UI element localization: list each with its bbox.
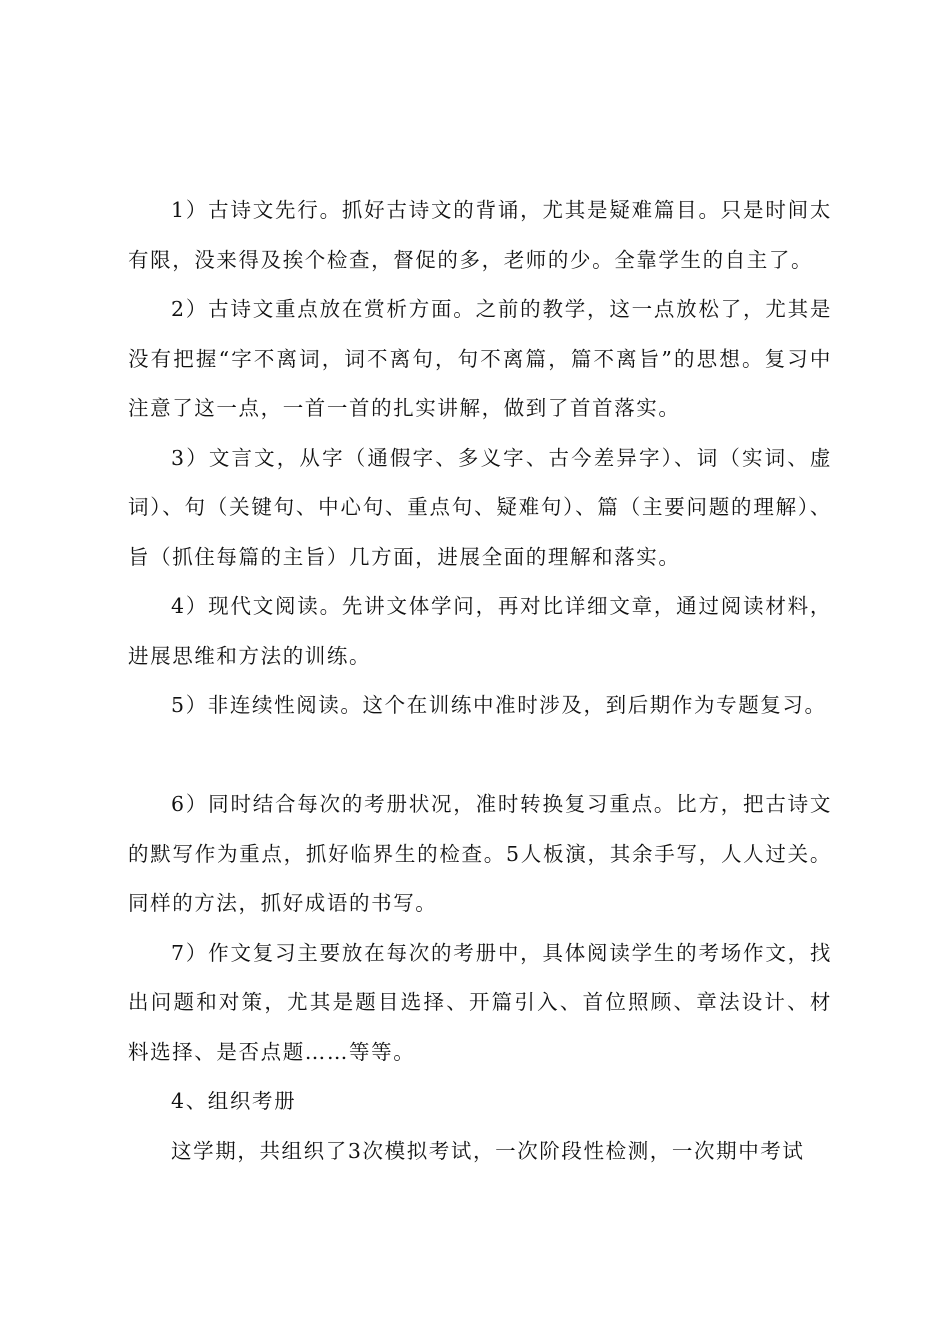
- paragraph-6: 6）同时结合每次的考册状况，准时转换复习重点。比方，把古诗文的默写作为重点，抓好临界生的检查。5人板演，其余手写，人人过关。同样的方法，抓好成语的书写。: [128, 792, 832, 915]
- paragraph-8: 这学期，共组织了3次模拟考试，一次阶段性检测，一次期中考试: [171, 1138, 805, 1163]
- paragraph-7: 7）作文复习主要放在每次的考册中，具体阅读学生的考场作文，找出问题和对策，尤其是题目选择、开篇引入、首位照顾、章法设计、材料选择、是否点题……等等。: [128, 940, 832, 1064]
- document-body: [128, 186, 832, 1176]
- paragraph-1: 1）古诗文先行。抓好古诗文的背诵，尤其是疑难篇目。只是时间太有限，没来得及挨个检查，督促的多，老师的少。全靠学生的自主了。: [128, 198, 832, 272]
- paragraph-2: 2）古诗文重点放在赏析方面。之前的教学，这一点放松了，尤其是没有把握“字不离词，词不离句，句不离篇，篇不离旨”的思想。复习中注意了这一点，一首一首的扎实讲解，做到了首首落实。: [128, 297, 832, 420]
- blank-line: [128, 731, 832, 781]
- paragraph-4: 4）现代文阅读。先讲文体学问，再对比详细文章，通过阅读材料，进展思维和方法的训练。: [128, 594, 832, 668]
- paragraph-3: 3）文言文，从字（通假字、多义字、古今差异字）、词（实词、虚词）、句（关键句、中心句、重点句、疑难句）、篇（主要问题的理解）、旨（抓住每篇的主旨）几方面，进展全面的理解和落实。: [128, 445, 832, 569]
- paragraph-5: 5）非连续性阅读。这个在训练中准时涉及，到后期作为专题复习。: [171, 693, 827, 717]
- section-heading: 4、组织考册: [171, 1089, 297, 1113]
